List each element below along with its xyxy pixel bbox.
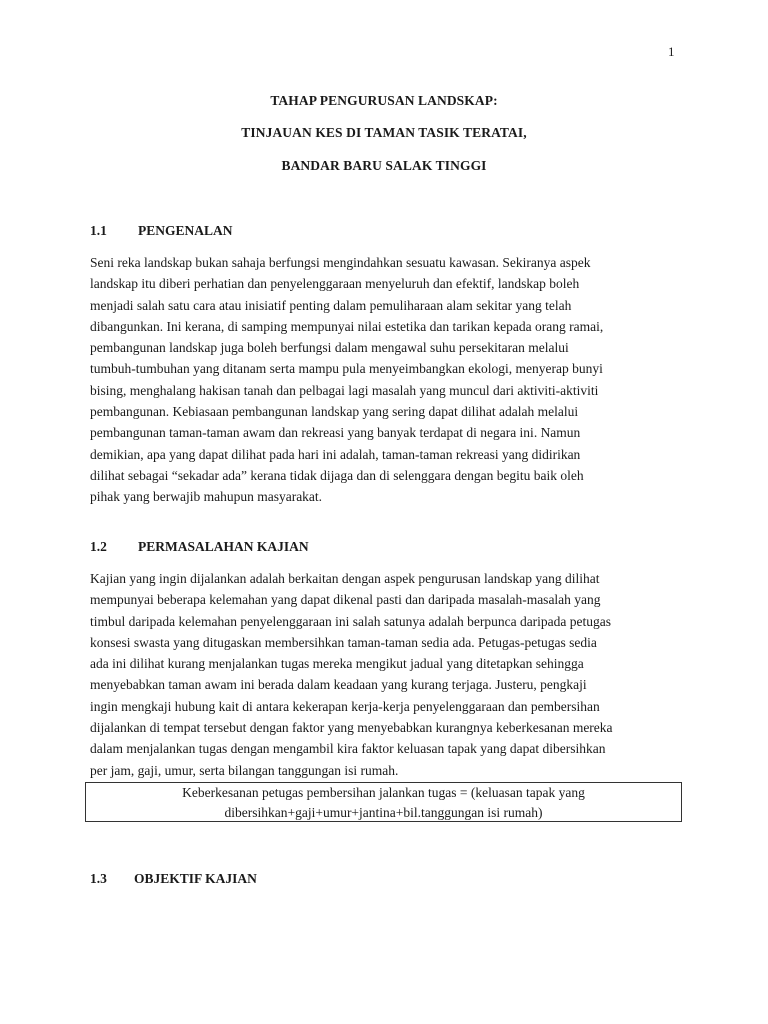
section-title: PERMASALAHAN KAJIAN [138,539,309,554]
paragraph-line: dibangunkan. Ini kerana, di samping mempunyai nilai estetika dan tarikan kepada orang ramai, [90,318,604,334]
paragraph-line: ada ini dilihat kurang menjalankan tugas mereka mengikut jadual yang ditetapkan sehingga [90,656,584,672]
paragraph-line: pembangunan taman-taman awam dan rekreasi yang banyak terdapat di negara ini. Namun [90,425,581,441]
paragraph-line: pembangunan landskap juga boleh berfungsi dalam mengawal suhu persekitaran melalui [90,340,569,356]
paragraph-line: mempunyai beberapa kelemahan yang dapat dikenal pasti dan daripada masalah-masalah yang [90,592,601,608]
section-title: OBJEKTIF KAJIAN [134,871,257,886]
paragraph-pengenalan [90,252,677,508]
paragraph-line: landskap itu diberi perhatian dan penyelenggaraan menyeluruh dan efektif, landskap boleh [90,276,580,292]
section-heading-permasalahan-kajian [90,539,309,555]
section-title: PENGENALAN [138,223,233,238]
paragraph-line: tumbuh-tumbuhan yang ditanam serta mampu pula menyeimbangkan ekologi, menyerap bunyi [90,361,603,377]
section-heading-pengenalan [90,223,233,239]
paragraph-line: dijalankan di tempat tersebut dengan faktor yang menyebabkan kurangnya keberkesanan mereka [90,720,613,736]
paragraph-line: Kajian yang ingin dijalankan adalah berkaitan dengan aspek pengurusan landskap yang dilihat [90,571,600,586]
section-number: 1.2 [90,539,107,554]
paragraph-line: Seni reka landskap bukan sahaja berfungsi mengindahkan sesuatu kawasan. Sekiranya aspek [90,255,591,270]
title-line-2: TINJAUAN KES DI TAMAN TASIK TERATAI, [241,125,527,140]
formula-box [85,782,682,822]
title-line-3: BANDAR BARU SALAK TINGGI [281,158,487,173]
title-line-1: TAHAP PENGURUSAN LANDSKAP: [270,93,498,108]
paragraph-line: dilihat sebagai “sekadar ada” kerana tidak dijaga dan di selenggara dengan begitu baik oleh [90,467,584,483]
paragraph-line: bising, menghalang hakisan tanah dan pelbagai lagi masalah yang muncul dari aktiviti-aktiviti [90,382,599,398]
formula-line-2: dibersihkan+gaji+umur+jantina+bil.tanggungan isi rumah) [224,805,543,820]
paragraph-line: menyebabkan taman awam ini berada dalam keadaan yang kurang terjaga. Justeru, pengkaji [90,677,587,693]
section-number: 1.1 [90,223,107,238]
paragraph-line: per jam, gaji, umur, serta bilangan tanggungan isi rumah. [90,762,399,778]
paragraph-line: pihak yang berwajib mahupun masyarakat. [90,489,323,505]
paragraph-line: menjadi salah satu cara atau inisiatif penting dalam pemuliharaan alam sekitar yang telah [90,297,572,313]
paragraph-permasalahan-kajian [90,568,677,781]
formula-line-1: Keberkesanan petugas pembersihan jalankan tugas = (keluasan tapak yang [182,785,585,800]
paragraph-line: dalam menjalankan tugas dengan mengambil kira faktor keluasan tapak yang dapat dibersihkan [90,741,606,757]
section-heading-objektif-kajian [90,871,257,887]
paragraph-line: pembangunan. Kebiasaan pembangunan landskap yang sering dapat dilihat adalah melalui [90,404,579,420]
paragraph-line: demikian, apa yang dapat dilihat pada hari ini adalah, taman-taman rekreasi yang didirikan [90,446,581,462]
page-number: 1 [668,44,675,59]
paragraph-line: konsesi swasta yang ditugaskan membersihkan taman-taman sedia ada. Petugas-petugas sedia [90,634,597,650]
section-number: 1.3 [90,871,107,886]
paragraph-line: ingin mengkaji hubung kait di antara kekerapan kerja-kerja penyelenggaraan dan pembersihan [90,698,600,714]
paragraph-line: timbul daripada kelemahan penyelenggaraan ini salah satunya adalah berpunca daripada petugas [90,613,612,629]
